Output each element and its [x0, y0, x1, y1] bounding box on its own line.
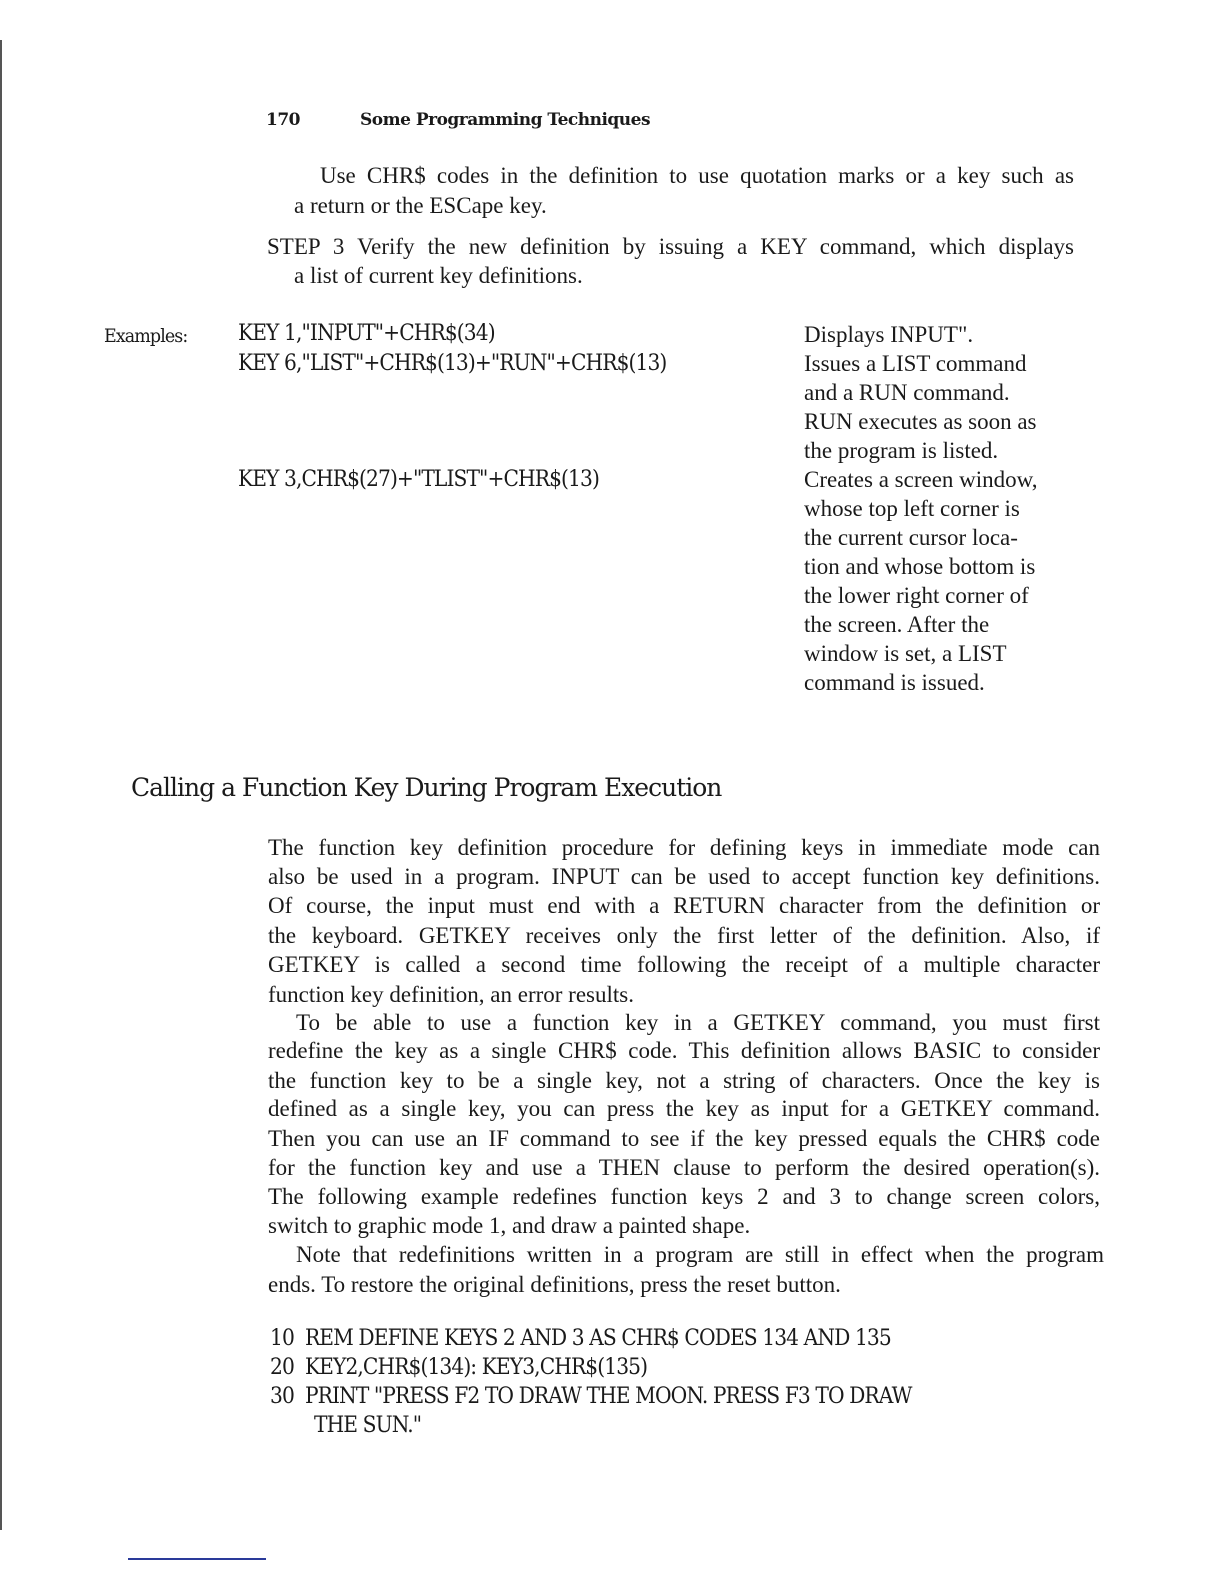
example-description: window is set, a LIST — [804, 641, 1007, 666]
body-line: To be able to use a function key in a GETKEY command, you must first — [296, 1010, 1100, 1035]
body-line: Of course, the input must end with a RETURN character from the definition or — [268, 893, 1100, 918]
example-description: the lower right corner of — [804, 583, 1029, 608]
body-line: ends. To restore the original definitions, press the reset button. — [268, 1272, 841, 1297]
program-line: 10 REM DEFINE KEYS 2 AND 3 AS CHR$ CODES 134 AND 135 — [270, 1326, 891, 1351]
example-description: and a RUN command. — [804, 380, 1010, 405]
body-line: The following example redefines function keys 2 and 3 to change screen colors, — [268, 1184, 1100, 1209]
example-description: RUN executes as soon as — [804, 409, 1037, 434]
example-code: KEY 3,CHR$(27)+"TLIST"+CHR$(13) — [238, 467, 599, 492]
section-heading: Calling a Function Key During Program Execution — [131, 773, 722, 802]
step3-line: STEP 3 Verify the new definition by issuing a KEY command, which displays — [267, 234, 1074, 259]
body-line: function key definition, an error results. — [268, 982, 634, 1007]
page-edge-line — [0, 40, 2, 1530]
body-line: defined as a single key, you can press the key as input for a GETKEY command. — [268, 1096, 1100, 1121]
example-description: Creates a screen window, — [804, 467, 1038, 492]
body-line: The function key definition procedure for defining keys in immediate mode can — [268, 835, 1100, 860]
program-line: 30 PRINT "PRESS F2 TO DRAW THE MOON. PRESS F3 TO DRAW — [270, 1384, 912, 1409]
intro-line: a return or the ESCape key. — [294, 193, 547, 218]
example-description: Displays INPUT". — [804, 322, 974, 347]
footer-rule — [128, 1558, 266, 1560]
example-description: the program is listed. — [804, 438, 999, 463]
body-line: for the function key and use a THEN clause to perform the desired operation(s). — [268, 1155, 1100, 1180]
example-code: KEY 6,"LIST"+CHR$(13)+"RUN"+CHR$(13) — [238, 351, 667, 376]
example-description: the current cursor loca- — [804, 525, 1018, 550]
example-description: tion and whose bottom is — [804, 554, 1036, 579]
example-description: Issues a LIST command — [804, 351, 1027, 376]
body-line: the keyboard. GETKEY receives only the first letter of the definition. Also, if — [268, 923, 1100, 948]
example-description: command is issued. — [804, 670, 985, 695]
program-line: THE SUN." — [314, 1413, 422, 1438]
examples-label: Examples: — [104, 325, 188, 347]
body-line: also be used in a program. INPUT can be used to accept function key definitions. — [268, 864, 1100, 889]
body-line: redefine the key as a single CHR$ code. This definition allows BASIC to consider — [268, 1038, 1100, 1063]
running-title: Some Programming Techniques — [360, 110, 651, 130]
program-line: 20 KEY2,CHR$(134): KEY3,CHR$(135) — [270, 1355, 648, 1380]
body-line: the function key to be a single key, not a string of characters. Once the key is — [268, 1068, 1100, 1093]
intro-line: Use CHR$ codes in the definition to use quotation marks or a key such as — [320, 163, 1074, 188]
body-line: GETKEY is called a second time following the receipt of a multiple character — [268, 952, 1100, 977]
page-number: 170 — [266, 110, 300, 130]
body-line: Note that redefinitions written in a program are still in effect when the program — [296, 1242, 1104, 1267]
example-code: KEY 1,"INPUT"+CHR$(34) — [238, 321, 495, 346]
step3-line: a list of current key definitions. — [294, 263, 583, 288]
body-line: Then you can use an IF command to see if the key pressed equals the CHR$ code — [268, 1126, 1100, 1151]
example-description: the screen. After the — [804, 612, 990, 637]
body-line: switch to graphic mode 1, and draw a painted shape. — [268, 1213, 751, 1238]
example-description: whose top left corner is — [804, 496, 1020, 521]
